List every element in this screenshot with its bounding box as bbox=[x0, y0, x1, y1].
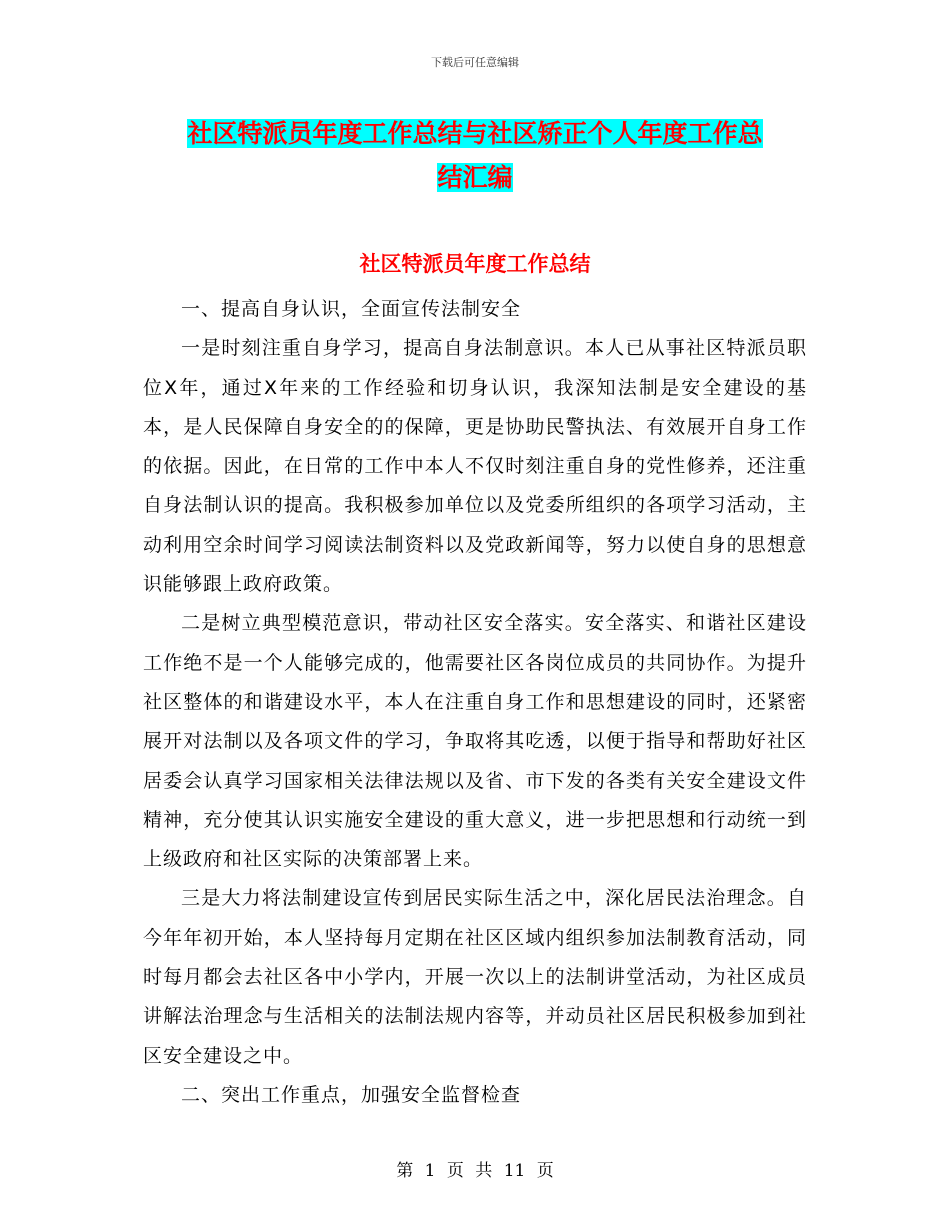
body-paragraph: 一是时刻注重自身学习，提高自身法制意识。本人已从事社区特派员职位X年，通过X年来的工作经验和切身认识，我深知法制是安全建设的基本，是人民保障自身安全的的保障，更是协助民警执法、有效展开自身工作的依据。因此，在日常的工作中本人不仅时刻注重自身的党性修养，还注重自身法制认识的提高。我积极参加单位以及党委所组织的各项学习活动，主动利用空余时间学习阅读法制资料以及党政新闻等，努力以使自身的思想意识能够跟上政府政策。 bbox=[143, 337, 807, 596]
page-header-note: 下载后可任意编辑 bbox=[431, 56, 519, 69]
document-body bbox=[143, 290, 807, 1115]
page-number-footer: 第 1 页 共 11 页 bbox=[396, 1161, 554, 1181]
body-paragraph: 三是大力将法制建设宣传到居民实际生活之中，深化居民法治理念。自今年年初开始，本人坚持每月定期在社区区域内组织参加法制教育活动，同时每月都会去社区各中小学内，开展一次以上的法制讲堂活动，为社区成员讲解法治理念与生活相关的法制法规内容等，并动员社区居民积极参加到社区安全建设之中。 bbox=[143, 887, 807, 1067]
document-title-line-1: 社区特派员年度工作总结与社区矫正个人年度工作总 bbox=[187, 119, 763, 148]
document-title-line-2: 结汇编 bbox=[437, 163, 513, 192]
section-title: 社区特派员年度工作总结 bbox=[359, 252, 591, 276]
document-title bbox=[140, 112, 810, 200]
section-heading-1: 一、提高自身认识，全面宣传法制安全 bbox=[181, 298, 522, 320]
section-heading-2: 二、突出工作重点，加强安全监督检查 bbox=[181, 1083, 522, 1106]
body-paragraph: 二是树立典型模范意识，带动社区安全落实。安全落实、和谐社区建设工作绝不是一个人能够完成的，他需要社区各岗位成员的共同协作。为提升社区整体的和谐建设水平，本人在注重自身工作和思想建设的同时，还紧密展开对法制以及各项文件的学习，争取将其吃透，以便于指导和帮助好社区居委会认真学习国家相关法律法规以及省、市下发的各类有关安全建设文件精神，充分使其认识实施安全建设的重大意义，进一步把思想和行动统一到上级政府和社区实际的决策部署上来。 bbox=[143, 612, 807, 871]
